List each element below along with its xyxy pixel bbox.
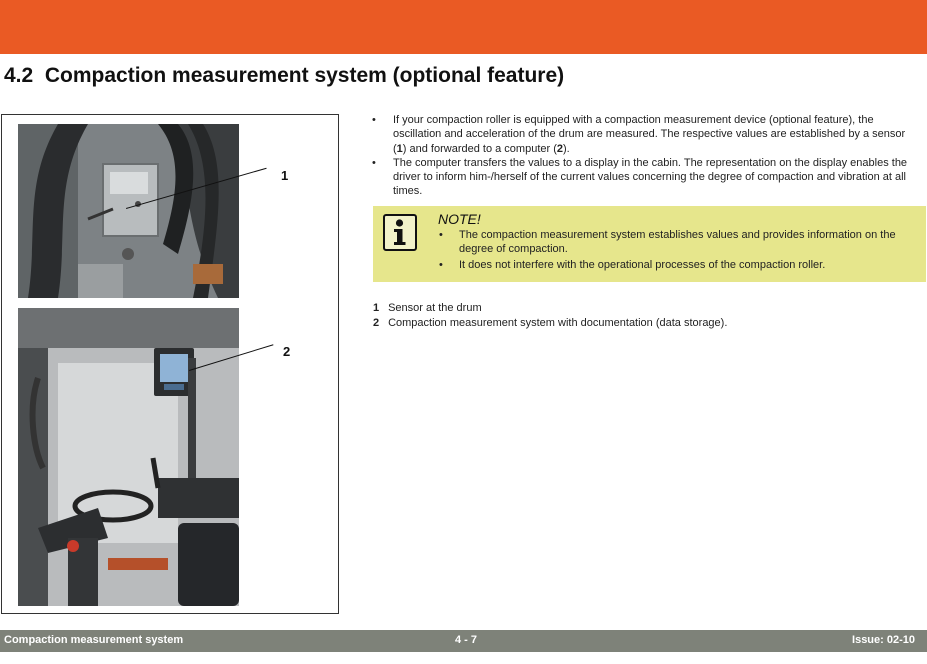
callout-1-label: 1 bbox=[281, 168, 289, 183]
footer-page-number: 4 - 7 bbox=[455, 634, 478, 646]
bullet-1-text-c: ). bbox=[563, 142, 570, 155]
header-accent-bar bbox=[0, 0, 927, 54]
note-title: NOTE! bbox=[438, 211, 481, 227]
section-number: 4.2 bbox=[4, 64, 34, 87]
legend-num-1: 1 bbox=[373, 302, 380, 314]
cabin-photo-drawing bbox=[18, 308, 239, 606]
bullet-1-text-b: ) and forwarded to a computer ( bbox=[402, 142, 557, 155]
note-box bbox=[373, 206, 926, 282]
note-item-1: • The compaction measurement system establishes values and provides information on the degree of compaction. bbox=[437, 229, 923, 256]
section-heading: Compaction measurement system (optional feature) bbox=[44, 64, 565, 87]
note-list bbox=[437, 229, 923, 273]
section-title bbox=[4, 64, 564, 88]
body-text bbox=[370, 113, 920, 199]
info-icon bbox=[383, 214, 417, 251]
callout-2-label: 2 bbox=[283, 344, 291, 359]
figure-frame bbox=[1, 114, 339, 614]
legend-row-2 bbox=[373, 316, 727, 331]
body-bullet-1 bbox=[370, 113, 920, 156]
bullet-1-ref-computer: 2 bbox=[556, 142, 563, 155]
bullet-1-text-a: If your compaction roller is equipped with a compaction measurement device (optional feature), the oscillation and acceleration of the drum are measured. The respective values are established by a sensor ( bbox=[393, 114, 906, 155]
info-icon-glyph bbox=[385, 216, 414, 248]
bullet-1-ref-sensor: 1 bbox=[396, 142, 403, 155]
legend-row-1 bbox=[373, 301, 727, 316]
note-item-2: • It does not interfere with the operational processes of the compaction roller. bbox=[437, 259, 923, 273]
page-footer bbox=[0, 630, 927, 652]
body-bullet-2: • The computer transfers the values to a display in the cabin. The representation on the display enables the driver to inform him-/herself of the current values concerning the degree of compaction and vibration at all times. bbox=[370, 156, 920, 199]
footer-chapter: Compaction measurement system bbox=[4, 634, 184, 646]
figure-legend bbox=[373, 301, 727, 331]
footer-issue: Issue: 02-10 bbox=[852, 634, 915, 646]
legend-text-1: Sensor at the drum bbox=[388, 302, 482, 314]
legend-text-2: Compaction measurement system with documentation (data storage). bbox=[388, 317, 728, 329]
body-bullet-list bbox=[370, 113, 920, 199]
sensor-at-drum-photo bbox=[18, 124, 239, 298]
sensor-photo-drawing bbox=[18, 124, 239, 298]
cabin-display-photo bbox=[18, 308, 239, 606]
legend-num-2: 2 bbox=[373, 317, 380, 329]
